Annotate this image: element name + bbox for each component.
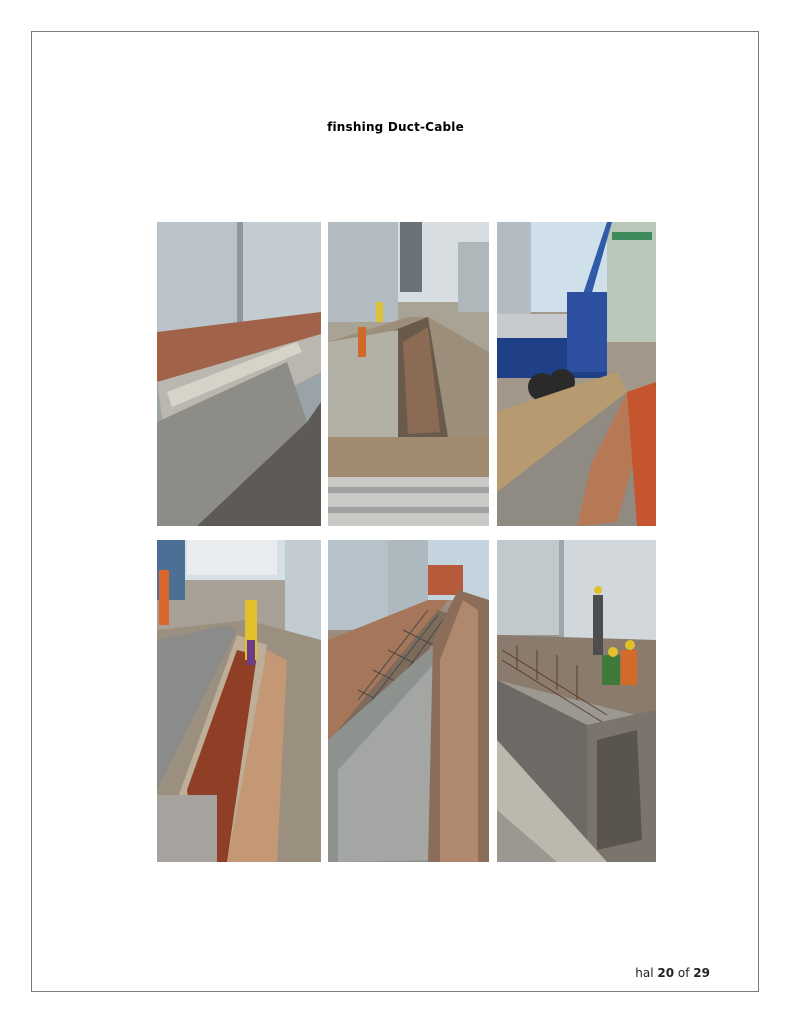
page-of: of xyxy=(677,966,690,980)
page-title: finshing Duct-Cable xyxy=(327,120,464,134)
page-prefix: hal xyxy=(635,966,654,980)
total-pages: 29 xyxy=(693,966,710,980)
photo-duct-3 xyxy=(497,222,656,526)
photo-duct-1 xyxy=(157,222,321,526)
current-page: 20 xyxy=(657,966,675,980)
photo-duct-6 xyxy=(497,540,656,862)
photo-duct-4 xyxy=(157,540,321,862)
photo-duct-5 xyxy=(328,540,489,862)
photo-duct-2 xyxy=(328,222,489,526)
page-number xyxy=(635,966,710,980)
